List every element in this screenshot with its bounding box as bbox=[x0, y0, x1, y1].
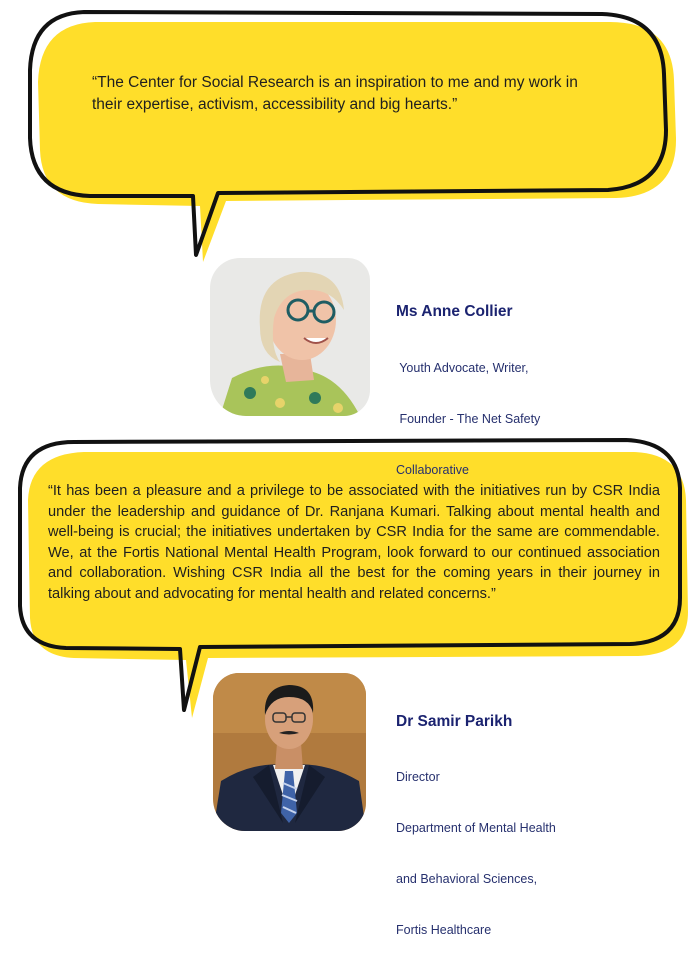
photo-anne-collier bbox=[210, 258, 370, 416]
person-card-2 bbox=[396, 713, 556, 973]
role-line: Director bbox=[396, 770, 440, 784]
photo-samir-parikh bbox=[213, 673, 366, 831]
role-line: Youth Advocate, Writer, bbox=[396, 361, 529, 375]
testimonial-quote-2: “It has been a pleasure and a privilege to be associated with the initiatives run by CSR India under the leadership and guidance of Dr. Ranjana Kumari. Talking about mental health and well-being is crucial; the initiatives undertaken by CSR India for the same are commendable. We, at the Fortis National Mental Health Program, look forward to our continued association and collaboration. Wishing CSR India all the best for the coming years in their journey in talking about and advocating for mental health and related concerns.” bbox=[48, 483, 660, 602]
role-line: Collaborative bbox=[396, 463, 469, 477]
man-portrait-photo-icon bbox=[213, 673, 366, 831]
person-role bbox=[396, 735, 556, 973]
person-name: Ms Anne Collier bbox=[396, 303, 513, 320]
person-name: Dr Samir Parikh bbox=[396, 713, 513, 730]
testimonial-quote-1: “The Center for Social Research is an inspiration to me and my work in their expertise, activism, accessibility and big hearts.” bbox=[92, 74, 578, 113]
role-line: Fortis Healthcare bbox=[396, 923, 492, 937]
role-line: Founder - The Net Safety bbox=[396, 412, 541, 426]
role-line: Department of Mental Health bbox=[396, 821, 556, 835]
role-line: and Behavioral Sciences, bbox=[396, 872, 538, 886]
woman-portrait-photo-icon bbox=[210, 258, 370, 416]
bubble-1-fill bbox=[38, 22, 676, 262]
